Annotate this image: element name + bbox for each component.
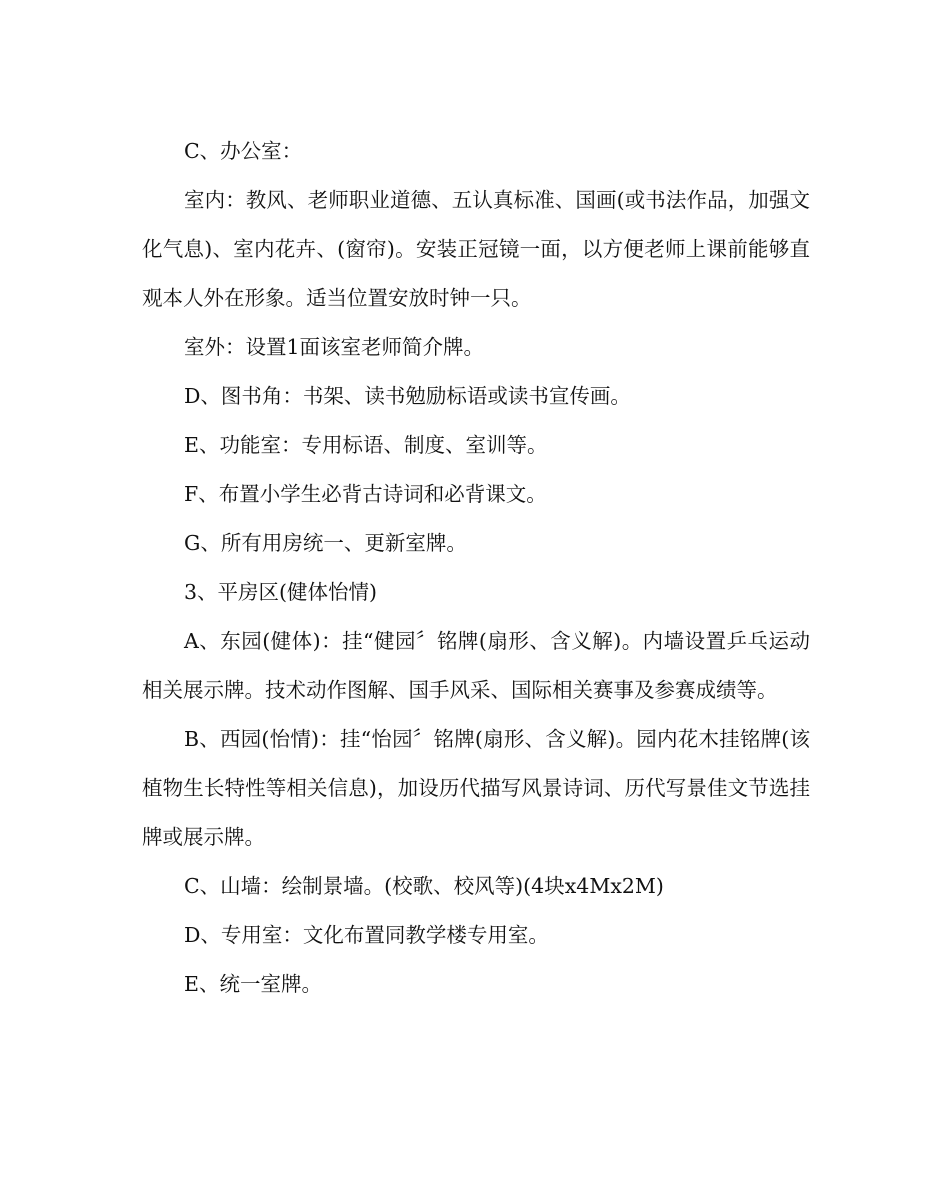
document-body: [142, 127, 810, 1009]
paragraph-west-garden: B、西园(怡情)：挂“怡园〞铭牌(扇形、含义解)。园内花木挂铭牌(该植物生长特性等相关信息)，加设历代描写风景诗词、历代写景佳文节选挂牌或展示牌。: [142, 727, 810, 849]
paragraph-east-garden: A、东园(健体)：挂“健园〞铭牌(扇形、含义解)。内墙设置乒乓运动相关展示牌。技术动作图解、国手风采、国际相关赛事及参赛成绩等。: [142, 629, 810, 702]
paragraph-poems: F、布置小学生必背古诗词和必背课文。: [184, 482, 547, 506]
paragraph-special-room: D、专用室：文化布置同教学楼专用室。: [184, 923, 549, 947]
paragraph-bungalow-area-heading: 3、平房区(健体怡情): [184, 580, 378, 604]
paragraph-gable-wall: C、山墙：绘制景墙。(校歌、校风等)(4块x4Mx2M): [184, 874, 664, 898]
paragraph-unified-signs: E、统一室牌。: [184, 972, 322, 996]
paragraph-function-room: E、功能室：专用标语、制度、室训等。: [184, 433, 548, 457]
paragraph-office-heading: C、办公室：: [184, 139, 303, 163]
paragraph-room-signs: G、所有用房统一、更新室牌。: [184, 531, 467, 555]
paragraph-office-indoor: 室内：教风、老师职业道德、五认真标准、国画(或书法作品，加强文化气息)、室内花卉、(窗帘)。安装正冠镜一面，以方便老师上课前能够直观本人外在形象。适当位置安放时钟一只。: [142, 188, 810, 310]
paragraph-reading-corner: D、图书角：书架、读书勉励标语或读书宣传画。: [184, 384, 631, 408]
paragraph-office-outdoor: 室外：设置1面该室老师简介牌。: [184, 335, 485, 359]
